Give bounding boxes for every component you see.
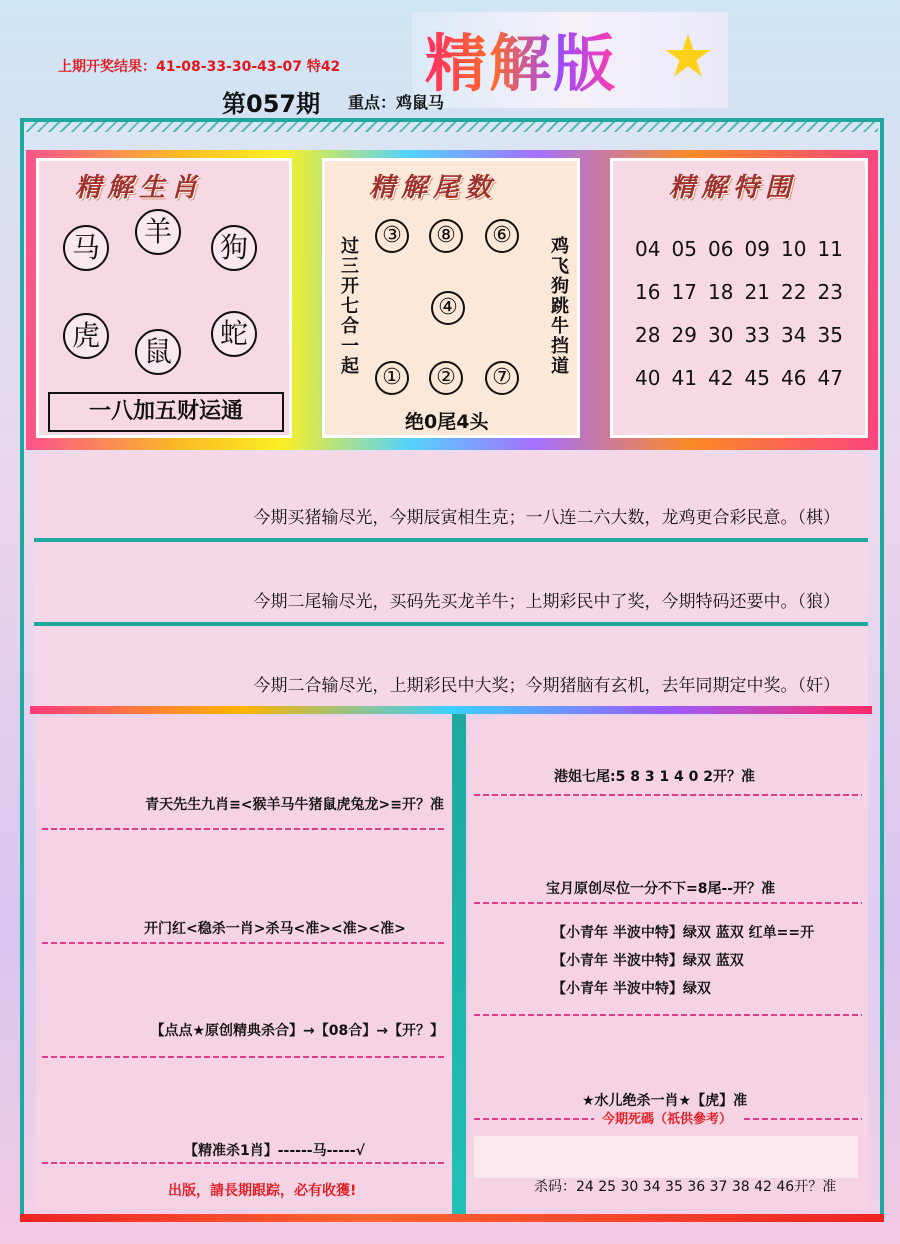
special-number: 22 <box>781 280 807 304</box>
focus-label: 重点：鸡鼠马 <box>348 93 445 112</box>
special-number: 30 <box>708 323 734 347</box>
vertical-char: 开 <box>341 276 359 297</box>
vertical-char: 三 <box>341 256 359 277</box>
special-number: 42 <box>708 366 734 390</box>
verse-row <box>34 452 868 538</box>
special-number: 16 <box>635 280 661 304</box>
right-line: ★水儿绝杀一肖★【虎】准 <box>582 1093 748 1109</box>
special-number: 21 <box>744 280 770 304</box>
zodiac-animal: 狗 <box>211 225 257 271</box>
dashed-separator <box>474 1014 862 1016</box>
dashed-separator <box>474 1118 594 1120</box>
last-draw-result: 上期开奖结果：41-08-33-30-43-07 特42 <box>58 59 341 75</box>
vertical-char: 一 <box>341 336 359 357</box>
left-line: 开门红<稳杀一肖>杀马<准><准><准> <box>144 921 406 937</box>
tail-number: ⑦ <box>485 361 519 395</box>
kill-code-box <box>474 1136 858 1178</box>
verse-text: 今期二合输尽光，上期彩民中大奖；今期猪脑有玄机，去年同期定中奖。（奸） <box>253 676 840 696</box>
verse-row <box>34 626 868 706</box>
vertical-char: 鸡 <box>551 236 569 257</box>
left-column-panel <box>36 716 452 1210</box>
dashed-separator <box>474 794 862 796</box>
dashed-separator <box>42 942 446 944</box>
zodiac-animal: 蛇 <box>211 311 257 357</box>
right-column-panel <box>468 716 868 1210</box>
special-number: 04 <box>635 237 661 261</box>
vertical-char: 挡 <box>551 336 569 357</box>
bottom-bar <box>20 1214 884 1222</box>
special-number: 47 <box>817 366 843 390</box>
vertical-char: 牛 <box>551 316 569 337</box>
special-number: 06 <box>708 237 734 261</box>
zodiac-animal: 羊 <box>135 209 181 255</box>
wave-line: 【小青年 半波中特】绿双 蓝双 <box>552 953 744 969</box>
special-panel-title: 精解特围 <box>669 173 798 203</box>
left-line: 【精准杀1肖】------马-----√ <box>184 1143 365 1159</box>
vertical-char: 飞 <box>551 256 569 277</box>
vertical-char: 合 <box>341 316 359 337</box>
vertical-char: 道 <box>551 356 569 377</box>
dashed-separator <box>474 902 862 904</box>
tail-panel-title: 精解尾数 <box>369 173 498 203</box>
zodiac-animal: 鼠 <box>135 329 181 375</box>
zodiac-panel-title: 精解生肖 <box>75 173 204 203</box>
zodiac-animal: 虎 <box>63 313 109 359</box>
tail-number: ③ <box>375 219 409 253</box>
special-number: 35 <box>817 323 843 347</box>
tail-left-vertical-text <box>339 237 361 377</box>
banner-title: 精解版 <box>425 14 617 103</box>
vertical-char: 跳 <box>551 296 569 317</box>
special-number: 09 <box>744 237 770 261</box>
special-panel <box>610 158 868 438</box>
special-number: 40 <box>635 366 661 390</box>
tail-footer: 绝0尾4头 <box>405 411 489 433</box>
vertical-char: 七 <box>341 296 359 317</box>
special-number: 46 <box>781 366 807 390</box>
tail-panel <box>322 158 580 438</box>
left-footer: 出版，請長期跟踪，必有收獲! <box>168 1183 357 1199</box>
special-number: 33 <box>744 323 770 347</box>
right-line: 宝月原创尽位一分不下=8尾--开？准 <box>546 881 776 897</box>
special-number: 41 <box>671 366 697 390</box>
decorative-border <box>26 120 878 132</box>
special-number: 10 <box>781 237 807 261</box>
tail-number: ④ <box>431 291 465 325</box>
special-number: 23 <box>817 280 843 304</box>
issue-number: 第057期 <box>222 90 321 118</box>
left-line: 【点点★原创精典杀合】→【08合】→【开？】 <box>150 1023 444 1039</box>
special-number: 28 <box>635 323 661 347</box>
special-number: 11 <box>817 237 843 261</box>
vertical-char: 起 <box>341 356 359 377</box>
zodiac-animal: 马 <box>63 225 109 271</box>
tail-number: ② <box>429 361 463 395</box>
special-number: 45 <box>744 366 770 390</box>
vertical-char: 狗 <box>551 276 569 297</box>
dashed-separator <box>42 1162 446 1164</box>
tail-number: ① <box>375 361 409 395</box>
right-line: 港姐七尾:5 8 3 1 4 0 2开？准 <box>554 769 756 785</box>
tail-number: ⑧ <box>429 219 463 253</box>
kill-codes: 杀码：24 25 30 34 35 36 37 38 42 46开？准 <box>534 1179 837 1195</box>
dead-code-label: 今期死碼（祇供參考） <box>602 1112 733 1127</box>
special-number: 05 <box>671 237 697 261</box>
special-number: 29 <box>671 323 697 347</box>
tail-right-vertical-text <box>549 237 571 377</box>
column-divider <box>452 714 466 1214</box>
special-number: 34 <box>781 323 807 347</box>
verse-text: 今期买猪输尽光，今期辰寅相生克；一八连二六大数，龙鸡更合彩民意。（棋） <box>253 508 840 528</box>
wave-line: 【小青年 半波中特】绿双 <box>552 981 711 997</box>
tail-number: ⑥ <box>485 219 519 253</box>
verse-row <box>34 542 868 622</box>
dashed-separator <box>42 828 446 830</box>
verse-text: 今期二尾输尽光，买码先买龙羊牛；上期彩民中了奖，今期特码还要中。（狼） <box>253 592 840 612</box>
vertical-char: 过 <box>341 236 359 257</box>
left-line: 青天先生九肖≡<猴羊马牛猪鼠虎兔龙>≡开？准 <box>145 797 444 813</box>
rainbow-divider <box>30 706 872 714</box>
dashed-separator <box>744 1118 862 1120</box>
zodiac-slogan: 一八加五财运通 <box>48 392 284 432</box>
special-number: 18 <box>708 280 734 304</box>
dashed-separator <box>42 1056 446 1058</box>
special-number: 17 <box>671 280 697 304</box>
wave-line: 【小青年 半波中特】绿双 蓝双 红单==开 <box>552 925 815 941</box>
star-icon: ★ <box>662 22 714 90</box>
